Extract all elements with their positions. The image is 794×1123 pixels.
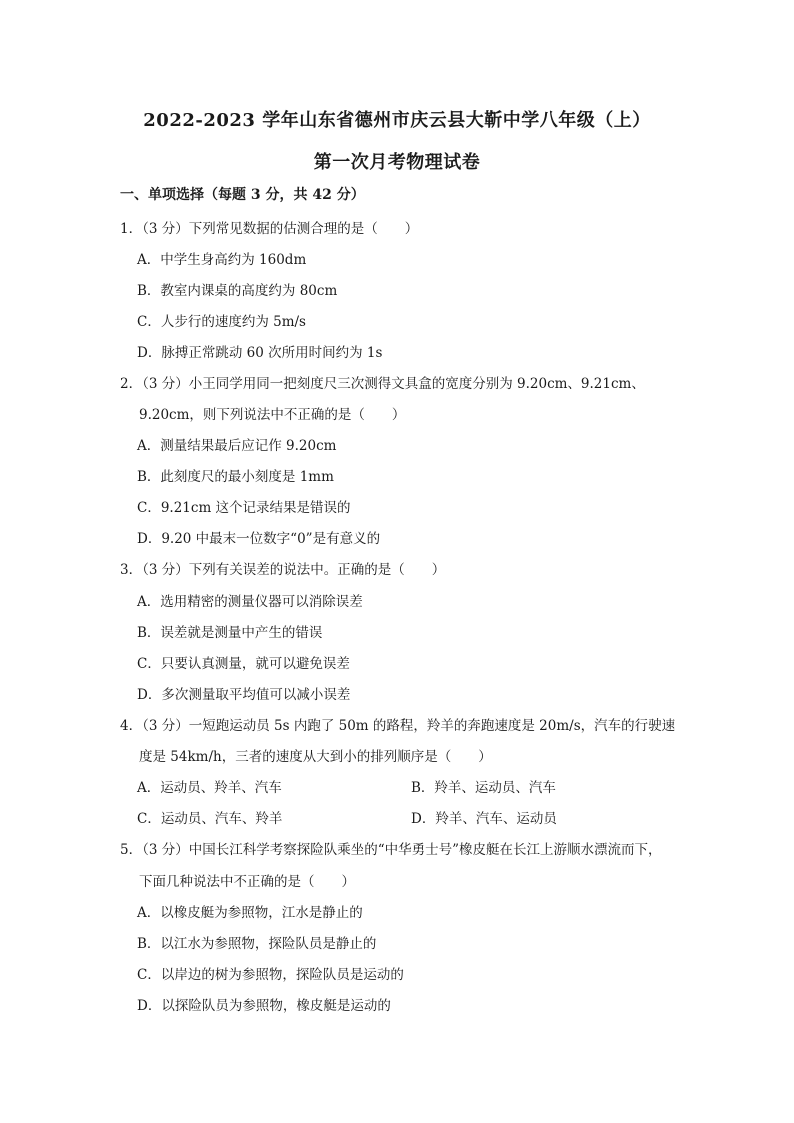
question-2-stem-line2: 9.20cm，则下列说法中不正确的是（ ） [139,407,406,423]
question-3-stem: 3．（3 分）下列有关误差的说法中。正确的是（ ） [120,562,446,578]
question-1-option-a: A．中学生身高约为 160dm [137,252,307,268]
exam-title-line2: 第一次月考物理试卷 [313,152,481,173]
question-4-option-b: B．羚羊、运动员、汽车 [411,780,556,796]
question-1-option-c: C．人步行的速度约为 5m/s [137,314,306,330]
question-4-stem-line2: 度是 54km/h，三者的速度从大到小的排列顺序是（ ） [139,749,492,765]
question-4-stem-line1: 4．（3 分）一短跑运动员 5s 内跑了 50m 的路程，羚羊的奔跑速度是 20m/s，汽车的行驶速 [120,718,676,734]
question-1-option-b: B．教室内课桌的高度约为 80cm [137,283,338,299]
question-5-option-c: C．以岸边的树为参照物，探险队员是运动的 [137,967,404,983]
question-2-option-c: C．9.21cm 这个记录结果是错误的 [137,500,351,516]
question-5-option-d: D．以探险队员为参照物，橡皮艇是运动的 [137,998,391,1014]
question-5-stem-line1: 5．（3 分）中国长江科学考察探险队乘坐的“中华勇士号”橡皮艇在长江上游顺水漂流而下， [120,842,662,858]
question-3-option-d: D．多次测量取平均值可以减小误差 [137,687,351,703]
question-2-option-b: B．此刻度尺的最小刻度是 1mm [137,469,334,485]
question-3-option-b: B．误差就是测量中产生的错误 [137,625,323,641]
question-4-option-c: C．运动员、汽车、羚羊 [137,811,283,827]
question-4-option-a: A．运动员、羚羊、汽车 [137,780,282,796]
question-3-option-a: A．选用精密的测量仪器可以消除误差 [137,594,363,610]
question-2-option-a: A．测量结果最后应记作 9.20cm [137,438,337,454]
question-4-option-d: D．羚羊、汽车、运动员 [411,811,557,827]
question-2-option-d: D．9.20 中最末一位数字“0”是有意义的 [137,531,381,547]
question-5-option-a: A．以橡皮艇为参照物，江水是静止的 [137,905,363,921]
exam-title-line1: 2022-2023 学年山东省德州市庆云县大靳中学八年级（上） [143,110,651,131]
question-3-option-c: C．只要认真测量，就可以避免误差 [137,656,350,672]
question-1-stem: 1．（3 分）下列常见数据的估测合理的是（ ） [120,221,419,237]
question-5-stem-line2: 下面几种说法中不正确的是（ ） [139,874,355,890]
section-heading: 一、单项选择（每题 3 分，共 42 分） [120,187,365,203]
question-1-option-d: D．脉搏正常跳动 60 次所用时间约为 1s [137,345,383,361]
question-5-option-b: B．以江水为参照物，探险队员是静止的 [137,936,377,952]
question-2-stem-line1: 2．（3 分）小王同学用同一把刻度尺三次测得文具盒的宽度分别为 9.20cm、9.21cm、 [120,376,645,392]
